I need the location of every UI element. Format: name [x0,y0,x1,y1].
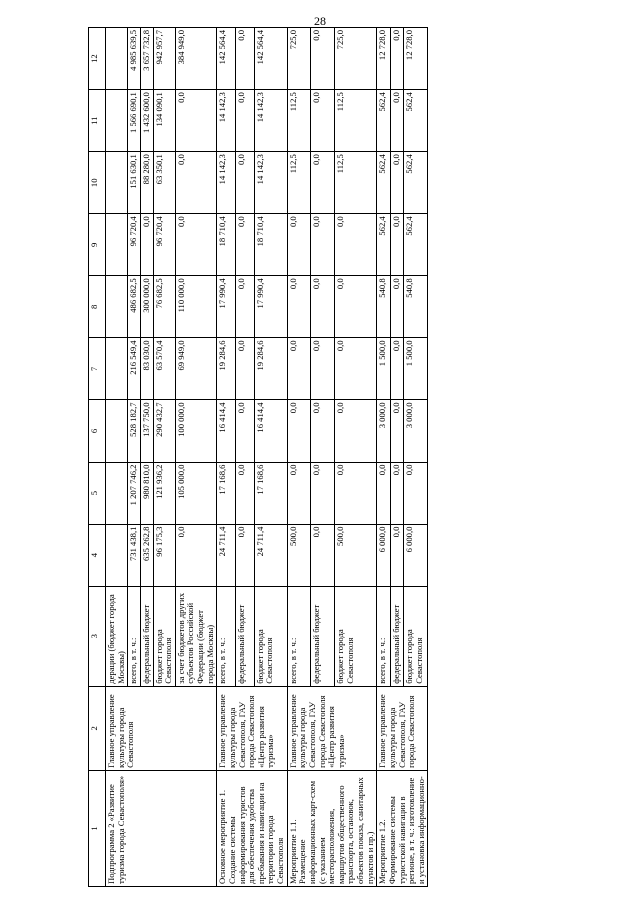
value-cell [106,400,128,462]
value-cell: 0,0 [404,462,428,524]
value-cell: 121 936,2 [153,462,175,524]
table-body [106,28,428,887]
funding-source-cell: за счет бюджетов других субъектов Российской Федерации (бюджет города Москвы) [175,586,217,686]
value-cell: 540,8 [404,276,428,338]
value-cell: 562,4 [404,214,428,276]
value-cell: 0,0 [390,462,404,524]
budget-table [88,27,428,887]
funding-source-cell: всего, в т. ч.: [217,586,236,686]
header-row [89,28,106,887]
value-cell: 18 710,4 [254,214,287,276]
value-cell: 0,0 [311,462,335,524]
value-cell: 100 000,0 [175,400,217,462]
value-cell: 0,0 [311,214,335,276]
value-cell: 0,0 [235,276,254,338]
value-cell: 0,0 [175,524,217,586]
value-cell: 500,0 [335,524,377,586]
value-cell: 110 000,0 [175,276,217,338]
value-cell: 725,0 [335,28,377,90]
funding-source-cell: федеральный бюджет [390,586,404,686]
value-cell: 19 284,6 [254,338,287,400]
value-cell: 0,0 [175,214,217,276]
value-cell: 980 810,0 [140,462,153,524]
value-cell: 0,0 [335,462,377,524]
page-number: 28 [314,14,326,28]
value-cell: 3 000,0 [377,400,391,462]
value-cell: 0,0 [311,152,335,214]
col-header-8: 8 [89,276,106,338]
value-cell: 0,0 [390,152,404,214]
executor-cell: Главное управление культуры города Севастополя, ГАУ города Севастополя «Центр развития туризма» [217,686,287,770]
funding-source-cell: всего, в т. ч.: [128,586,141,686]
value-cell: 96 720,4 [128,214,141,276]
program-name-cell: Основное мероприятие 1. Создание системы информирования туристов для обеспечения удобства пребывания и навигации на территории города Севастополя [217,770,287,886]
table-row [377,28,391,887]
value-cell: 112,5 [335,90,377,152]
value-cell [106,214,128,276]
value-cell: 0,0 [235,28,254,90]
value-cell: 142 564,4 [217,28,236,90]
value-cell: 0,0 [287,400,311,462]
value-cell: 290 432,7 [153,400,175,462]
value-cell: 83 030,0 [140,338,153,400]
value-cell: 17 168,6 [217,462,236,524]
value-cell: 300 000,0 [140,276,153,338]
value-cell: 63 350,1 [153,152,175,214]
value-cell: 0,0 [235,400,254,462]
value-cell: 562,4 [377,90,391,152]
value-cell: 0,0 [235,524,254,586]
col-header-7: 7 [89,338,106,400]
funding-source-cell: бюджет города Севастополя [153,586,175,686]
col-header-4: 4 [89,524,106,586]
value-cell: 14 142,3 [254,90,287,152]
value-cell: 0,0 [335,214,377,276]
table-row [106,28,128,887]
program-name-cell: Подпрограмма 2 «Развитие туризма города Севастополя» [106,770,217,886]
program-name-cell: Мероприятие 1.2. Формирование системы туристской навигации в регионе, в т. ч.: изготовление и установка информационно- [377,770,428,886]
value-cell: 17 168,6 [254,462,287,524]
value-cell [106,338,128,400]
value-cell: 0,0 [235,338,254,400]
value-cell: 137 750,0 [140,400,153,462]
funding-source-cell: федеральный бюджет [235,586,254,686]
value-cell: 0,0 [235,462,254,524]
rotated-table-container [88,27,588,887]
value-cell: 0,0 [390,90,404,152]
value-cell: 0,0 [390,214,404,276]
value-cell: 0,0 [311,276,335,338]
value-cell: 69 949,0 [175,338,217,400]
value-cell [106,152,128,214]
executor-cell: Главное управление культуры города Севастополя, ГАУ города Севастополя [377,686,428,770]
value-cell: 1 207 746,2 [128,462,141,524]
value-cell: 88 280,0 [140,152,153,214]
value-cell: 0,0 [287,276,311,338]
value-cell: 500,0 [287,524,311,586]
funding-source-cell: федеральный бюджет [140,586,153,686]
value-cell: 562,4 [377,214,391,276]
value-cell: 0,0 [287,462,311,524]
value-cell: 0,0 [390,400,404,462]
value-cell [106,462,128,524]
value-cell: 6 000,0 [377,524,391,586]
value-cell [106,90,128,152]
value-cell: 0,0 [175,152,217,214]
value-cell: 76 682,5 [153,276,175,338]
value-cell: 0,0 [377,462,391,524]
value-cell: 151 630,1 [128,152,141,214]
value-cell: 3 000,0 [404,400,428,462]
value-cell: 1 500,0 [404,338,428,400]
value-cell: 562,4 [404,152,428,214]
value-cell: 0,0 [390,338,404,400]
value-cell: 12 728,0 [377,28,391,90]
executor-cell: Главное управление культуры города Севастополя, ГАУ города Севастополя «Центр развития туризма» [287,686,377,770]
value-cell: 0,0 [390,28,404,90]
value-cell: 96 175,3 [153,524,175,586]
value-cell: 14 142,3 [217,152,236,214]
value-cell: 528 182,7 [128,400,141,462]
value-cell: 63 570,4 [153,338,175,400]
value-cell: 0,0 [140,214,153,276]
funding-source-cell: бюджет города Севастополя [404,586,428,686]
funding-source-cell: деpации (бюджет города Москвы) [106,586,128,686]
value-cell: 942 957,7 [153,28,175,90]
value-cell: 731 438,1 [128,524,141,586]
value-cell: 0,0 [390,276,404,338]
value-cell: 0,0 [287,338,311,400]
value-cell: 112,5 [287,90,311,152]
value-cell [106,524,128,586]
value-cell: 134 090,1 [153,90,175,152]
col-header-10: 10 [89,152,106,214]
value-cell: 142 564,4 [254,28,287,90]
col-header-11: 11 [89,90,106,152]
value-cell: 0,0 [335,338,377,400]
value-cell: 562,4 [404,90,428,152]
funding-source-cell: бюджет города Севастополя [254,586,287,686]
col-header-12: 12 [89,28,106,90]
value-cell: 105 000,0 [175,462,217,524]
value-cell: 1 432 600,0 [140,90,153,152]
value-cell: 16 414,4 [254,400,287,462]
value-cell: 19 284,6 [217,338,236,400]
value-cell: 0,0 [311,524,335,586]
table-row [287,28,311,887]
col-header-5: 5 [89,462,106,524]
table-row [217,28,236,887]
value-cell: 14 142,3 [217,90,236,152]
value-cell: 12 728,0 [404,28,428,90]
value-cell: 96 720,4 [153,214,175,276]
value-cell: 17 990,4 [217,276,236,338]
value-cell [106,28,128,90]
value-cell: 16 414,4 [217,400,236,462]
value-cell: 0,0 [311,338,335,400]
value-cell: 635 262,8 [140,524,153,586]
value-cell: 216 549,4 [128,338,141,400]
value-cell: 14 142,3 [254,152,287,214]
value-cell: 112,5 [335,152,377,214]
col-header-3: 3 [89,586,106,686]
funding-source-cell: бюджет города Севастополя [335,586,377,686]
funding-source-cell: всего, в т. ч.: [287,586,311,686]
value-cell: 0,0 [235,214,254,276]
value-cell: 18 710,4 [217,214,236,276]
value-cell: 0,0 [311,400,335,462]
value-cell: 0,0 [287,214,311,276]
value-cell: 0,0 [390,524,404,586]
value-cell: 0,0 [311,90,335,152]
value-cell: 6 000,0 [404,524,428,586]
value-cell: 24 711,4 [217,524,236,586]
value-cell: 486 682,5 [128,276,141,338]
executor-cell: Главное управление культуры города Севастополя [106,686,217,770]
value-cell: 0,0 [311,28,335,90]
value-cell: 3 657 732,8 [140,28,153,90]
value-cell: 562,4 [377,152,391,214]
value-cell: 0,0 [175,90,217,152]
value-cell: 0,0 [335,400,377,462]
value-cell: 1 500,0 [377,338,391,400]
value-cell: 1 566 690,1 [128,90,141,152]
value-cell: 4 985 639,5 [128,28,141,90]
value-cell: 112,5 [287,152,311,214]
funding-source-cell: федеральный бюджет [311,586,335,686]
funding-source-cell: всего, в т. ч.: [377,586,391,686]
value-cell [106,276,128,338]
value-cell: 24 711,4 [254,524,287,586]
value-cell: 540,8 [377,276,391,338]
program-name-cell: Мероприятие 1.1. Размещение информационных карт-схем (с указанием месторасположения, маршрутов общественного транспорта, остановок, объектов показа, санитарных пунктов и пр.) [287,770,377,886]
value-cell: 725,0 [287,28,311,90]
value-cell: 0,0 [235,90,254,152]
value-cell: 0,0 [235,152,254,214]
col-header-2: 2 [89,686,106,770]
value-cell: 384 949,0 [175,28,217,90]
col-header-1: 1 [89,770,106,886]
value-cell: 0,0 [335,276,377,338]
col-header-6: 6 [89,400,106,462]
value-cell: 17 990,4 [254,276,287,338]
col-header-9: 9 [89,214,106,276]
